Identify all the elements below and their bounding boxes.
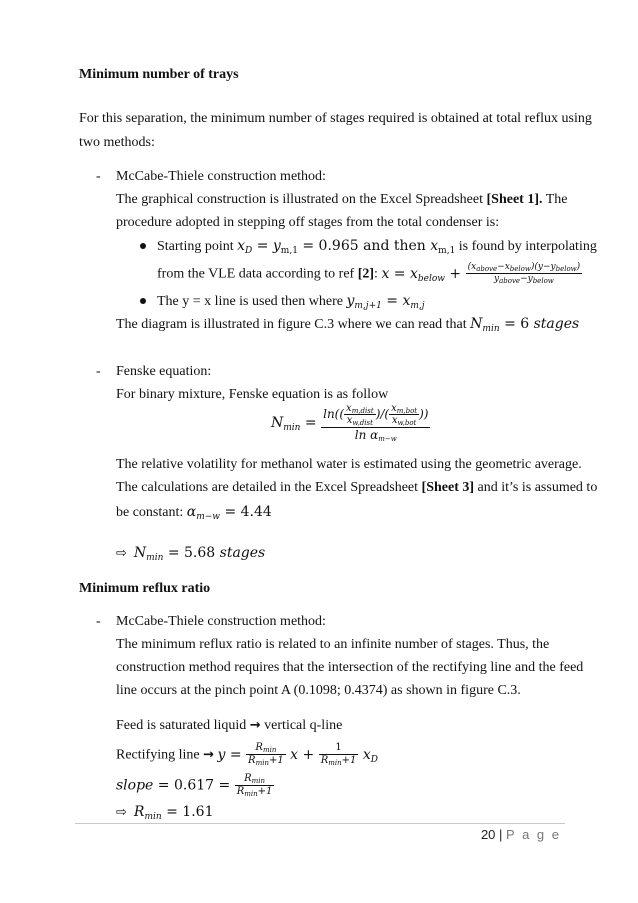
implies-arrow-icon: ⇨: [116, 546, 127, 561]
slope-equation: slope = 0.617 = $\frac{R_{min}}{R_{min}+1}$: [116, 773, 273, 798]
list-dash: -: [96, 364, 101, 379]
sheet1-ref: [Sheet 1].: [486, 192, 543, 207]
rectifying-line-equation: Rectifying line → y = $\frac{R_{min}}{R_{min}+1}$ x + $\frac{1}{R_{min}+1}$ $x_D$: [116, 742, 378, 767]
yx-equation: $y_{m,j+1} = x_{m,j}$: [346, 293, 425, 311]
fenske-title: Fenske equation:: [116, 364, 212, 379]
intro-paragraph-line2: two methods:: [79, 135, 155, 150]
section-heading-min-trays: Minimum number of trays: [79, 67, 239, 82]
list-dash: -: [96, 169, 101, 184]
bullet2-text: The y = x line is used then where $y_{m,j+1} = x_{m,j}$: [157, 293, 425, 311]
fenske-line1: For binary mixture, Fenske equation is as follow: [116, 387, 389, 402]
feed-line: Feed is saturated liquid → vertical q-line: [116, 718, 343, 733]
mccabe-title: McCabe-Thiele construction method:: [116, 169, 326, 184]
rel-vol-line3: be constant: $\alpha_{m-w} = 4.44$: [116, 504, 272, 522]
bullet1-text: Starting point $x_D = y_{m,1} = 0.965$ and then $x_{m,1}$ is found by interpolating: [157, 238, 597, 256]
sheet3-ref: [Sheet 3]: [421, 480, 475, 495]
rmin-result: ⇨ $R_{min} = 1.61$: [116, 804, 214, 822]
page-number: 20: [480, 827, 496, 842]
nmin-fenske-result: ⇨ $N_{min} = 5.68$ stages: [116, 545, 266, 563]
intro-paragraph-line1: For this separation, the minimum number of stages required is obtained at total reflux using: [79, 111, 592, 126]
reflux-line1: The minimum reflux ratio is related to an infinite number of stages. Thus, the: [116, 637, 550, 652]
bullet-marker: [140, 243, 146, 249]
mccabe-line2: procedure adopted in stepping off stages from the total condenser is:: [116, 215, 500, 230]
footer-divider: [75, 823, 565, 824]
diagram-nmin-line: The diagram is illustrated in figure C.3 where we can read that $N_{min} = 6$ stages: [116, 316, 580, 334]
reflux-line2: construction method requires that the intersection of the rectifying line and the feed: [116, 660, 584, 675]
interpolation-line: from the VLE data according to ref [2]: $x = x_{below}$ + $\frac{(x_{above}-x_{below})(y-y_{below})}{y_{above}-y_{below}}$: [157, 262, 581, 285]
mccabe-line1: The graphical construction is illustrated on the Excel Spreadsheet [Sheet 1]. The: [116, 192, 568, 207]
interpolation-formula: $x = x_{below}$ + $\frac{(x_{above}-x_{below})(y-y_{below})}{y_{above}-y_{below}}$: [381, 262, 581, 285]
list-dash: -: [96, 614, 101, 629]
page-footer: 20 | P a g e: [480, 827, 561, 842]
right-arrow-icon: →: [249, 718, 261, 733]
xm1-symbol: $x_{m,1}$: [430, 238, 456, 256]
bullet-marker: [140, 298, 146, 304]
rel-vol-line1: The relative volatility for methanol water is estimated using the geometric average.: [116, 457, 582, 472]
implies-arrow-icon: ⇨: [116, 805, 127, 820]
rel-vol-line2: The calculations are detailed in the Excel Spreadsheet [Sheet 3] and it’s is assumed to: [116, 480, 598, 495]
reflux-mccabe-title: McCabe-Thiele construction method:: [116, 614, 326, 629]
fenske-formula: $N_{min}$ = ln(( $\frac{x_{m,dist}}{x_{w,dist}}$ )/( $\frac{x_{m,bot}}{x_{w,bot}}$ )) $\ln \alpha_{m-w}$: [271, 403, 429, 443]
xd-symbol: $x_D = y_{m,1}$: [237, 238, 298, 256]
page-label: P a g e: [506, 827, 561, 842]
section-heading-min-reflux: Minimum reflux ratio: [79, 581, 211, 596]
reflux-line3: line occurs at the pinch point A (0.1098; 0.4374) as shown in figure C.3.: [116, 683, 521, 698]
right-arrow-icon: →: [203, 747, 214, 763]
